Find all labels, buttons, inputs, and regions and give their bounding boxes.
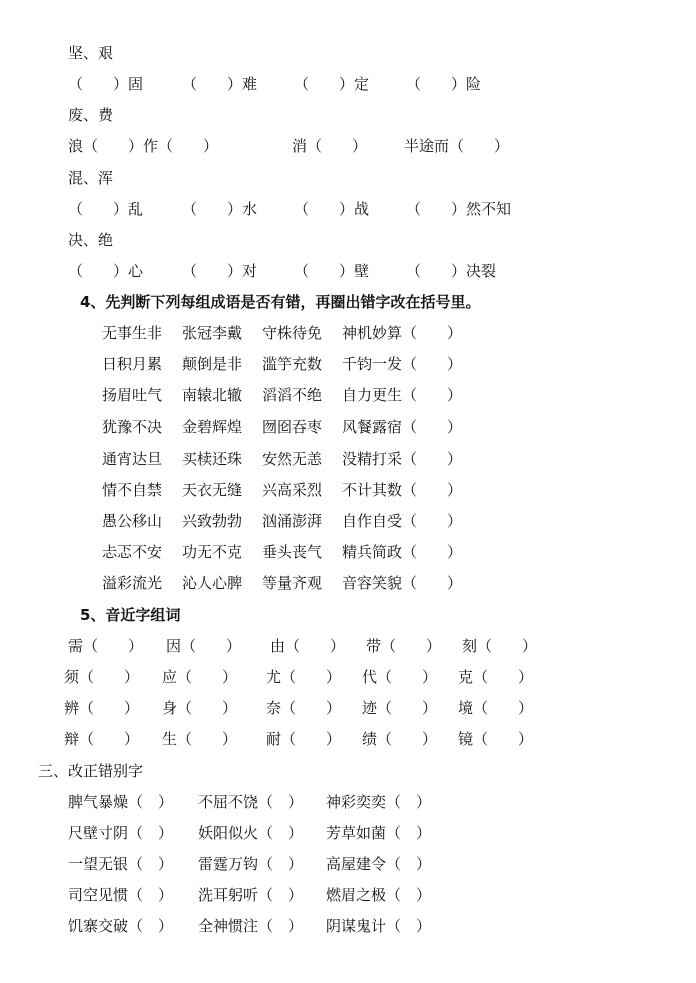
idiom-row [0, 416, 696, 438]
pair-label: 废、费 [68, 106, 114, 124]
idiom-answer: 千钧一发（ ） [342, 355, 463, 373]
idiom-row [0, 448, 696, 470]
word-item: 因（ ） [166, 637, 242, 655]
idiom-answer: 神机妙算（ ） [342, 324, 463, 342]
word-item: 绩（ ） [362, 730, 438, 748]
idiom: 南辕北辙 [182, 386, 243, 404]
fill-blank-item: （ ）对 [182, 262, 258, 280]
word-item: 镜（ ） [458, 730, 534, 748]
fill-blank-item: 浪（ ）作（ ） [68, 137, 219, 155]
idiom: 守株待免 [262, 324, 323, 342]
pair-label: 坚、艰 [68, 44, 114, 62]
pair-items-hun [0, 198, 696, 220]
fill-blank-item: （ ）固 [68, 75, 144, 93]
typo-item: 全神惯注（ ） [198, 917, 304, 935]
fill-blank-item: 半途而（ ） [404, 137, 510, 155]
idiom: 滔滔不绝 [262, 386, 323, 404]
section-heading: 5、音近字组词 [80, 606, 181, 624]
word-item: 生（ ） [162, 730, 238, 748]
idiom: 安然无恙 [262, 450, 323, 468]
typo-row [0, 853, 696, 875]
idiom-answer: 自作自受（ ） [342, 512, 463, 530]
idiom: 兴致勃勃 [182, 512, 243, 530]
word-item: 需（ ） [68, 637, 144, 655]
word-item: 尤（ ） [266, 668, 342, 686]
idiom-answer: 没精打采（ ） [342, 450, 463, 468]
word-item: 克（ ） [458, 668, 534, 686]
pair-label-hun-line [0, 167, 696, 189]
word-item: 带（ ） [366, 637, 442, 655]
word-item: 代（ ） [362, 668, 438, 686]
word-item: 辩（ ） [64, 730, 140, 748]
idiom-row [0, 510, 696, 532]
word-item: 耐（ ） [266, 730, 342, 748]
fill-blank-item: （ ）定 [294, 75, 370, 93]
idiom: 日积月累 [102, 355, 163, 373]
idiom-row [0, 384, 696, 406]
typo-item: 脾气暴燥（ ） [68, 793, 174, 811]
idiom: 犹豫不决 [102, 418, 163, 436]
fill-blank-item: （ ）然不知 [406, 200, 512, 218]
typo-item: 饥寨交破（ ） [68, 917, 174, 935]
fill-blank-item: 消（ ） [292, 137, 368, 155]
idiom: 愚公移山 [102, 512, 163, 530]
idiom: 溢彩流光 [102, 574, 163, 592]
word-item: 境（ ） [458, 699, 534, 717]
pair-label: 决、绝 [68, 231, 114, 249]
typo-item: 雷霆万钩（ ） [198, 855, 304, 873]
section-5-heading-line [0, 604, 696, 626]
pair-items-fei [0, 135, 696, 157]
idiom-row [0, 322, 696, 344]
typo-item: 司空见惯（ ） [68, 886, 174, 904]
typo-row [0, 822, 696, 844]
typo-item: 燃眉之极（ ） [326, 886, 432, 904]
idiom: 无事生非 [102, 324, 163, 342]
idiom-answer: 精兵简政（ ） [342, 543, 463, 561]
idiom: 等量齐观 [262, 574, 323, 592]
idiom: 颠倒是非 [182, 355, 243, 373]
pair-label-fei-line [0, 104, 696, 126]
pair-label: 混、浑 [68, 169, 114, 187]
pair-label-jian-line [0, 42, 696, 64]
idiom-row [0, 541, 696, 563]
pair-items-jian [0, 73, 696, 95]
section-heading: 4、先判断下列每组成语是否有错，再圈出错字改在括号里。 [80, 293, 481, 311]
typo-item: 一望无银（ ） [68, 855, 174, 873]
fill-blank-item: （ ）水 [182, 200, 258, 218]
word-item: 辨（ ） [64, 699, 140, 717]
idiom-answer: 自力更生（ ） [342, 386, 463, 404]
idiom: 汹涌澎湃 [262, 512, 323, 530]
typo-item: 高屋建令（ ） [326, 855, 432, 873]
idiom: 滥竽充数 [262, 355, 323, 373]
idiom-answer: 不计其数（ ） [342, 481, 463, 499]
word-row [0, 635, 696, 657]
word-row [0, 728, 696, 750]
section-heading: 三、改正错别字 [38, 762, 144, 780]
fill-blank-item: （ ）心 [68, 262, 144, 280]
idiom: 扬眉吐气 [102, 386, 163, 404]
idiom: 垂头丧气 [262, 543, 323, 561]
typo-item: 尺壁寸阴（ ） [68, 824, 174, 842]
typo-item: 阴谋鬼计（ ） [326, 917, 432, 935]
typo-item: 不屈不饶（ ） [198, 793, 304, 811]
idiom: 囫囵吞枣 [262, 418, 323, 436]
word-item: 身（ ） [162, 699, 238, 717]
idiom: 功无不克 [182, 543, 243, 561]
fill-blank-item: （ ）险 [406, 75, 482, 93]
pair-label-jue-line [0, 229, 696, 251]
idiom: 张冠李戴 [182, 324, 243, 342]
word-item: 迹（ ） [362, 699, 438, 717]
idiom-answer: 风餐露宿（ ） [342, 418, 463, 436]
idiom: 金碧辉煌 [182, 418, 243, 436]
idiom: 通宵达旦 [102, 450, 163, 468]
idiom-row [0, 479, 696, 501]
word-item: 应（ ） [162, 668, 238, 686]
typo-row [0, 915, 696, 937]
word-item: 须（ ） [64, 668, 140, 686]
section-4-heading-line [0, 291, 696, 313]
idiom: 忐忑不安 [102, 543, 163, 561]
typo-item: 芳草如菌（ ） [326, 824, 432, 842]
fill-blank-item: （ ）壁 [294, 262, 370, 280]
typo-row [0, 884, 696, 906]
word-item: 奈（ ） [266, 699, 342, 717]
fill-blank-item: （ ）战 [294, 200, 370, 218]
typo-row [0, 791, 696, 813]
pair-items-jue [0, 260, 696, 282]
idiom: 天衣无缝 [182, 481, 243, 499]
idiom-answer: 音容笑貌（ ） [342, 574, 463, 592]
idiom: 沁人心脾 [182, 574, 243, 592]
section-3-heading-line [0, 760, 696, 782]
word-row [0, 697, 696, 719]
idiom: 兴高采烈 [262, 481, 323, 499]
fill-blank-item: （ ）乱 [68, 200, 144, 218]
fill-blank-item: （ ）决裂 [406, 262, 497, 280]
word-item: 刻（ ） [462, 637, 538, 655]
fill-blank-item: （ ）难 [182, 75, 258, 93]
idiom: 买椟还珠 [182, 450, 243, 468]
typo-item: 妖阳似火（ ） [198, 824, 304, 842]
word-row [0, 666, 696, 688]
idiom: 情不自禁 [102, 481, 163, 499]
idiom-row [0, 353, 696, 375]
typo-item: 洗耳躬听（ ） [198, 886, 304, 904]
idiom-row [0, 572, 696, 594]
typo-item: 神彩奕奕（ ） [326, 793, 432, 811]
word-item: 由（ ） [270, 637, 346, 655]
